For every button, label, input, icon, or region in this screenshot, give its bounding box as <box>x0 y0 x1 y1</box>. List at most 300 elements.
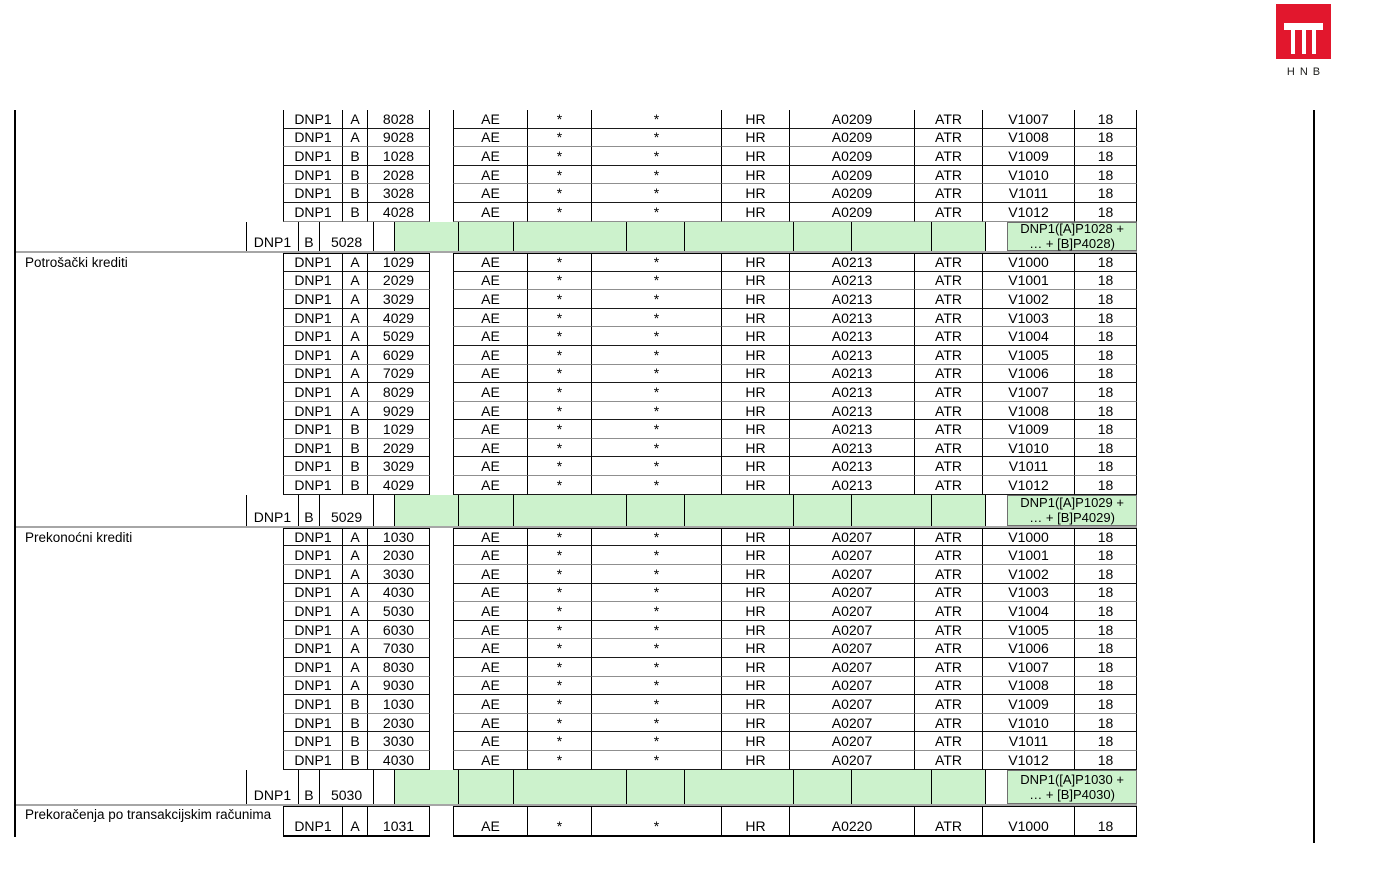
column-gap <box>430 639 453 658</box>
cell-instrument-code: A0209 <box>790 184 915 203</box>
cell-attribute: ATR <box>915 621 983 640</box>
cell-country: AE <box>453 327 528 346</box>
cell-mark: * <box>528 365 592 384</box>
column-gap <box>374 222 394 251</box>
table-row <box>15 639 1137 658</box>
cell-country: AE <box>453 732 528 751</box>
cell-group: B <box>343 695 368 714</box>
cell-mark: * <box>528 290 592 309</box>
cell-mark: * <box>592 420 722 439</box>
table-row <box>15 129 1137 148</box>
cell-attribute: ATR <box>915 457 983 476</box>
cell-value-code: V1010 <box>983 439 1075 458</box>
cell-mark: * <box>592 732 722 751</box>
cell-maturity: 18 <box>1075 272 1137 291</box>
cell-group: B <box>343 439 368 458</box>
cell-value-code: V1000 <box>983 806 1075 837</box>
cell-mark <box>514 770 626 804</box>
cell-country <box>394 495 459 526</box>
cell-attribute: ATR <box>915 346 983 365</box>
column-gap <box>430 383 453 402</box>
cell-group: A <box>343 546 368 565</box>
cell-group: A <box>343 602 368 621</box>
cell-mark: * <box>528 402 592 421</box>
column-gap <box>374 770 394 804</box>
cell-position-code: 1029 <box>368 253 430 272</box>
cell-country: AE <box>453 565 528 584</box>
cell-value-code: V1000 <box>983 528 1075 547</box>
cell-instrument-code: A0213 <box>790 383 915 402</box>
cell-position-code: 9030 <box>368 677 430 696</box>
cell-residency: HR <box>722 751 790 770</box>
cell-instrument-code: A0213 <box>790 309 915 328</box>
cell-report-code: DNP1 <box>283 110 343 129</box>
hnb-logo-pillar-gap <box>1312 30 1316 54</box>
cell-residency: HR <box>722 290 790 309</box>
cell-group: A <box>343 658 368 677</box>
cell-position-code: 1030 <box>368 695 430 714</box>
cell-attribute: ATR <box>915 751 983 770</box>
cell-instrument-code: A0213 <box>790 272 915 291</box>
cell-value-code: V1007 <box>983 383 1075 402</box>
cell-position-code: 5030 <box>320 770 374 804</box>
cell-group: B <box>299 222 321 251</box>
cell-instrument-code: A0207 <box>790 528 915 547</box>
cell-report-code: DNP1 <box>283 402 343 421</box>
cell-instrument-code: A0209 <box>790 166 915 185</box>
cell-value-code: V1012 <box>983 203 1075 222</box>
table-row <box>15 184 1137 203</box>
cell-maturity: 18 <box>1075 602 1137 621</box>
cell-value-code: V1012 <box>983 751 1075 770</box>
column-gap <box>430 732 453 751</box>
column-gap <box>15 309 283 328</box>
cell-mark: * <box>592 110 722 129</box>
column-gap <box>430 402 453 421</box>
cell-maturity: 18 <box>1075 420 1137 439</box>
column-gap <box>15 402 283 421</box>
table-row <box>15 439 1137 458</box>
column-gap <box>15 327 283 346</box>
cell-mark: * <box>592 203 722 222</box>
cell-report-code: DNP1 <box>283 584 343 603</box>
cell-position-code: 5030 <box>368 602 430 621</box>
cell-instrument-code: A0213 <box>790 365 915 384</box>
cell-group: A <box>343 402 368 421</box>
cell-report-code: DNP1 <box>283 420 343 439</box>
cell-country: AE <box>453 639 528 658</box>
cell-mark: * <box>592 253 722 272</box>
cell-residency: HR <box>722 806 790 837</box>
table-row <box>15 253 1137 272</box>
cell-instrument-code: A0213 <box>790 439 915 458</box>
cell-attribute <box>794 495 853 526</box>
cell-residency: HR <box>722 365 790 384</box>
sum-note-cell <box>1007 222 1137 251</box>
cell-maturity: 18 <box>1075 327 1137 346</box>
column-gap <box>15 677 283 696</box>
cell-position-code: 4028 <box>368 203 430 222</box>
column-gap <box>430 253 453 272</box>
cell-attribute: ATR <box>915 327 983 346</box>
cell-position-code: 1029 <box>368 420 430 439</box>
cell-attribute: ATR <box>915 402 983 421</box>
cell-report-code: DNP1 <box>283 365 343 384</box>
sum-note-cell <box>1007 770 1137 804</box>
cell-value-code: V1005 <box>983 346 1075 365</box>
cell-instrument-code: A0207 <box>790 621 915 640</box>
table-row <box>15 658 1137 677</box>
column-gap <box>15 420 283 439</box>
cell-instrument-code: A0209 <box>790 147 915 166</box>
cell-mark: * <box>592 290 722 309</box>
table-row <box>15 565 1137 584</box>
cell-mark: * <box>528 309 592 328</box>
cell-instrument-code: A0207 <box>790 714 915 733</box>
cell-report-code: DNP1 <box>283 714 343 733</box>
column-gap <box>15 147 283 166</box>
cell-residency: HR <box>722 346 790 365</box>
cell-mark: * <box>528 546 592 565</box>
cell-residency: HR <box>722 166 790 185</box>
cell-value-code: V1006 <box>983 639 1075 658</box>
cell-value-code: V1011 <box>983 184 1075 203</box>
column-gap <box>430 584 453 603</box>
cell-country: AE <box>453 365 528 384</box>
cell-mark: * <box>528 129 592 148</box>
cell-report-code: DNP1 <box>283 383 343 402</box>
table-section <box>15 528 1137 806</box>
cell-position-code: 4029 <box>368 476 430 495</box>
cell-attribute: ATR <box>915 309 983 328</box>
column-gap <box>430 365 453 384</box>
cell-instrument-code: A0207 <box>790 584 915 603</box>
cell-residency: HR <box>722 584 790 603</box>
cell-attribute: ATR <box>915 677 983 696</box>
cell-mark: * <box>528 806 592 837</box>
cell-value-code: V1009 <box>983 420 1075 439</box>
column-gap <box>15 770 246 804</box>
cell-mark: * <box>528 584 592 603</box>
cell-position-code: 1031 <box>368 806 430 837</box>
cell-mark: * <box>528 147 592 166</box>
cell-mark: * <box>592 695 722 714</box>
cell-attribute: ATR <box>915 129 983 148</box>
cell-mark: * <box>528 272 592 291</box>
cell-value-code: V1002 <box>983 565 1075 584</box>
column-gap <box>15 695 283 714</box>
cell-maturity: 18 <box>1075 402 1137 421</box>
cell-position-code: 4030 <box>368 751 430 770</box>
cell-mark: * <box>592 546 722 565</box>
cell-mark: * <box>528 714 592 733</box>
column-gap <box>430 528 453 547</box>
cell-position-code: 2029 <box>368 272 430 291</box>
cell-position-code: 2028 <box>368 166 430 185</box>
column-gap <box>15 166 283 185</box>
cell-value-code: V1002 <box>983 290 1075 309</box>
cell-residency <box>627 495 686 526</box>
column-gap <box>374 495 394 526</box>
cell-position-code: 1030 <box>368 528 430 547</box>
cell-position-code: 3030 <box>368 565 430 584</box>
cell-value-code: V1008 <box>983 129 1075 148</box>
cell-value-code: V1011 <box>983 732 1075 751</box>
cell-instrument-code: A0213 <box>790 290 915 309</box>
table-section <box>15 253 1137 528</box>
cell-residency: HR <box>722 184 790 203</box>
table-summary-row <box>15 495 1137 526</box>
cell-residency: HR <box>722 565 790 584</box>
cell-value-code: V1012 <box>983 476 1075 495</box>
cell-instrument-code: A0213 <box>790 253 915 272</box>
cell-mark: * <box>592 309 722 328</box>
cell-maturity: 18 <box>1075 528 1137 547</box>
cell-instrument-code: A0220 <box>790 806 915 837</box>
table-row <box>15 110 1137 129</box>
column-gap <box>430 203 453 222</box>
cell-group: B <box>343 751 368 770</box>
cell-instrument-code <box>685 495 793 526</box>
table-row <box>15 327 1137 346</box>
cell-mark: * <box>528 346 592 365</box>
hnb-logo-square <box>1276 4 1331 59</box>
cell-instrument-code: A0207 <box>790 565 915 584</box>
cell-value-code: V1011 <box>983 457 1075 476</box>
cell-position-code: 8028 <box>368 110 430 129</box>
cell-value-code: V1008 <box>983 677 1075 696</box>
cell-mark: * <box>592 714 722 733</box>
cell-group: A <box>343 309 368 328</box>
cell-value-code: V1000 <box>983 253 1075 272</box>
table-row <box>15 677 1137 696</box>
cell-report-code: DNP1 <box>283 602 343 621</box>
cell-report-code: DNP1 <box>283 565 343 584</box>
cell-maturity: 18 <box>1075 457 1137 476</box>
cell-residency: HR <box>722 129 790 148</box>
cell-maturity <box>932 222 986 251</box>
cell-value-code: V1010 <box>983 714 1075 733</box>
column-gap <box>430 184 453 203</box>
column-gap <box>430 695 453 714</box>
cell-country <box>394 770 459 804</box>
column-gap <box>15 439 283 458</box>
cell-group: A <box>343 806 368 837</box>
table-row <box>15 714 1137 733</box>
cell-maturity: 18 <box>1075 253 1137 272</box>
cell-instrument-code: A0207 <box>790 546 915 565</box>
cell-attribute: ATR <box>915 383 983 402</box>
cell-attribute: ATR <box>915 110 983 129</box>
cell-attribute: ATR <box>915 439 983 458</box>
cell-country: AE <box>453 658 528 677</box>
cell-mark: * <box>592 751 722 770</box>
cell-residency: HR <box>722 110 790 129</box>
cell-country <box>394 222 459 251</box>
cell-report-code: DNP1 <box>283 272 343 291</box>
cell-maturity: 18 <box>1075 365 1137 384</box>
cell-residency: HR <box>722 677 790 696</box>
cell-attribute: ATR <box>915 203 983 222</box>
cell-mark: * <box>528 695 592 714</box>
cell-residency: HR <box>722 253 790 272</box>
cell-mark: * <box>592 677 722 696</box>
cell-mark: * <box>592 327 722 346</box>
cell-residency: HR <box>722 695 790 714</box>
cell-instrument-code: A0209 <box>790 110 915 129</box>
cell-mark: * <box>592 602 722 621</box>
cell-mark: * <box>528 528 592 547</box>
cell-mark: * <box>592 272 722 291</box>
column-gap <box>15 184 283 203</box>
cell-residency: HR <box>722 476 790 495</box>
column-gap <box>15 203 283 222</box>
cell-group: A <box>343 383 368 402</box>
cell-group: A <box>343 290 368 309</box>
cell-group: B <box>343 457 368 476</box>
table-section <box>15 110 1137 253</box>
table-row <box>15 528 1137 547</box>
cell-country: AE <box>453 184 528 203</box>
column-gap <box>430 677 453 696</box>
cell-country: AE <box>453 203 528 222</box>
cell-attribute: ATR <box>915 365 983 384</box>
cell-group: A <box>343 365 368 384</box>
column-gap <box>15 383 283 402</box>
cell-mark <box>459 495 514 526</box>
table-summary-row <box>15 222 1137 251</box>
column-gap <box>430 658 453 677</box>
cell-instrument-code: A0207 <box>790 658 915 677</box>
column-gap <box>430 129 453 148</box>
column-gap <box>430 346 453 365</box>
table-row <box>15 147 1137 166</box>
cell-country: AE <box>453 166 528 185</box>
cell-country: AE <box>453 420 528 439</box>
table-row <box>15 365 1137 384</box>
cell-mark <box>514 495 626 526</box>
sum-note-line1: DNP1([A]P1028 + <box>1020 221 1124 237</box>
cell-position-code: 2030 <box>368 546 430 565</box>
column-gap <box>15 565 283 584</box>
cell-report-code: DNP1 <box>283 129 343 148</box>
column-gap <box>430 110 453 129</box>
cell-report-code: DNP1 <box>246 222 298 251</box>
table-row <box>15 309 1137 328</box>
cell-country: AE <box>453 602 528 621</box>
cell-group: B <box>343 714 368 733</box>
table-row <box>15 476 1137 495</box>
column-gap <box>430 476 453 495</box>
cell-report-code: DNP1 <box>283 658 343 677</box>
column-gap <box>430 420 453 439</box>
column-gap <box>430 457 453 476</box>
cell-mark: * <box>592 402 722 421</box>
cell-attribute: ATR <box>915 658 983 677</box>
cell-instrument-code: A0207 <box>790 695 915 714</box>
cell-attribute: ATR <box>915 476 983 495</box>
cell-report-code: DNP1 <box>283 147 343 166</box>
cell-mark: * <box>592 565 722 584</box>
cell-position-code: 8029 <box>368 383 430 402</box>
cell-group: A <box>343 621 368 640</box>
sum-note-line2: … + [B]P4028) <box>1029 236 1115 252</box>
section-label: Prekonoćni krediti <box>25 529 133 545</box>
cell-position-code: 5029 <box>320 495 374 526</box>
hnb-logo-pillar-gap <box>1291 30 1295 54</box>
table-row <box>15 272 1137 291</box>
cell-instrument-code <box>685 222 793 251</box>
cell-group: A <box>343 129 368 148</box>
cell-mark: * <box>528 253 592 272</box>
cell-value-code: V1010 <box>983 166 1075 185</box>
cell-mark: * <box>592 365 722 384</box>
cell-country: AE <box>453 290 528 309</box>
cell-maturity: 18 <box>1075 110 1137 129</box>
cell-instrument-code <box>685 770 793 804</box>
cell-residency: HR <box>722 147 790 166</box>
cell-country: AE <box>453 129 528 148</box>
cell-maturity: 18 <box>1075 203 1137 222</box>
cell-position-code: 5028 <box>320 222 374 251</box>
cell-group: A <box>343 253 368 272</box>
hnb-logo <box>1276 4 1332 78</box>
cell-mark: * <box>528 639 592 658</box>
cell-mark: * <box>592 476 722 495</box>
table-row <box>15 751 1137 770</box>
cell-value-code: V1007 <box>983 658 1075 677</box>
cell-report-code: DNP1 <box>283 439 343 458</box>
column-gap <box>430 309 453 328</box>
cell-country: AE <box>453 147 528 166</box>
cell-value-code: V1001 <box>983 546 1075 565</box>
cell-country: AE <box>453 110 528 129</box>
cell-maturity: 18 <box>1075 695 1137 714</box>
cell-position-code: 1028 <box>368 147 430 166</box>
table-row <box>15 203 1137 222</box>
cell-group: A <box>343 272 368 291</box>
column-gap <box>15 110 283 129</box>
cell-group: B <box>343 420 368 439</box>
cell-instrument-code: A0213 <box>790 420 915 439</box>
table-row <box>15 166 1137 185</box>
cell-maturity: 18 <box>1075 184 1137 203</box>
cell-attribute <box>794 222 853 251</box>
cell-residency: HR <box>722 528 790 547</box>
section-label: Prekoračenja po transakcijskim računima <box>25 806 272 822</box>
cell-group: A <box>343 565 368 584</box>
cell-report-code: DNP1 <box>283 806 343 837</box>
cell-maturity: 18 <box>1075 621 1137 640</box>
column-gap <box>430 272 453 291</box>
cell-position-code: 7030 <box>368 639 430 658</box>
cell-attribute: ATR <box>915 290 983 309</box>
cell-group: B <box>343 732 368 751</box>
column-gap <box>15 457 283 476</box>
cell-mark: * <box>528 658 592 677</box>
cell-attribute: ATR <box>915 528 983 547</box>
hnb-logo-pillar-gap <box>1302 30 1306 54</box>
cell-report-code: DNP1 <box>283 528 343 547</box>
cell-report-code: DNP1 <box>283 346 343 365</box>
cell-country: AE <box>453 476 528 495</box>
cell-residency: HR <box>722 203 790 222</box>
cell-group: A <box>343 110 368 129</box>
column-gap <box>430 439 453 458</box>
cell-maturity: 18 <box>1075 584 1137 603</box>
cell-residency: HR <box>722 309 790 328</box>
hnb-logo-text: HNB <box>1286 66 1326 78</box>
